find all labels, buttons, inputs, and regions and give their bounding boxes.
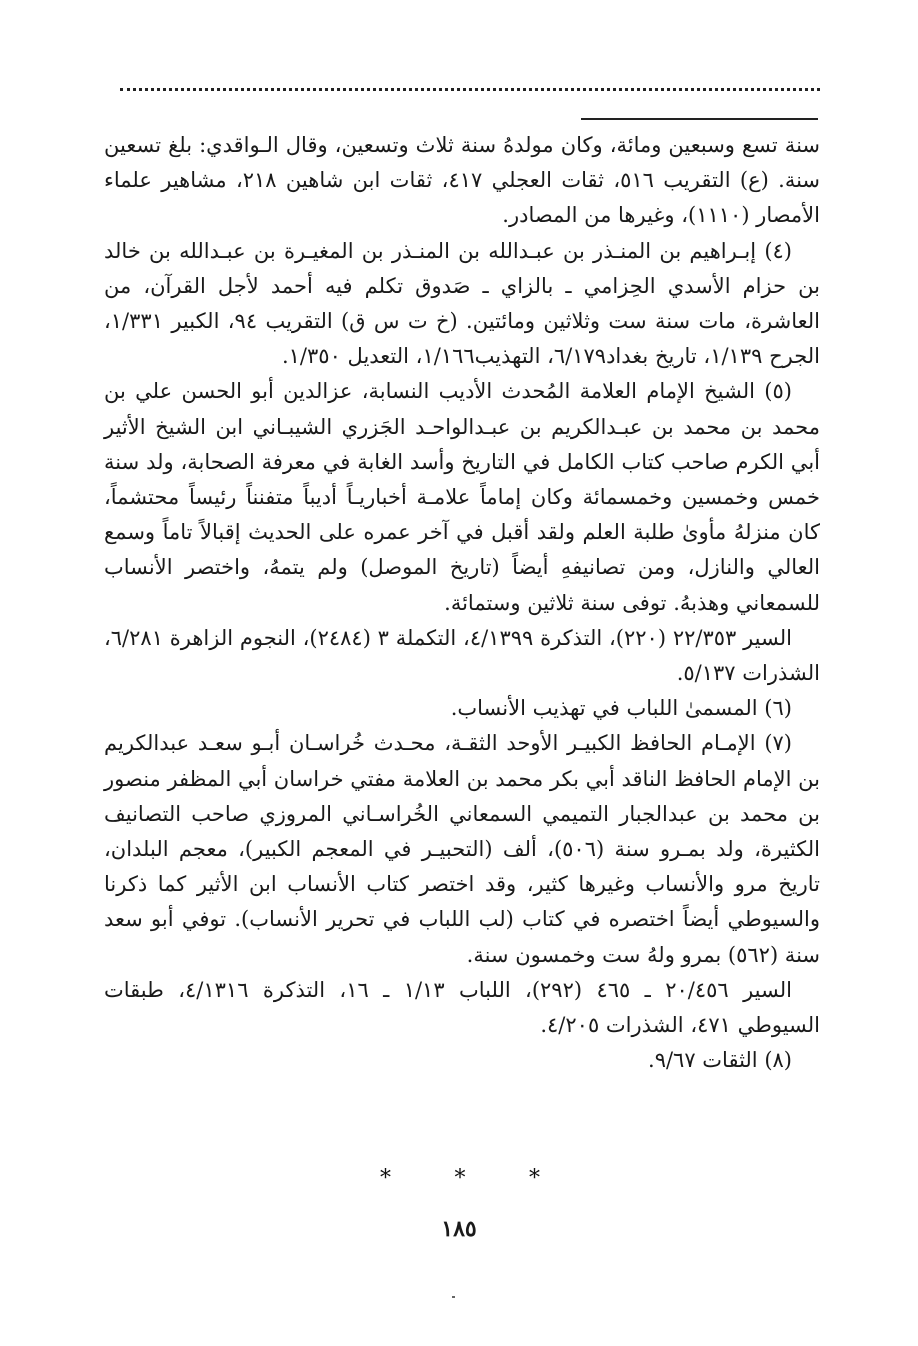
section-end-ornaments [380,1168,540,1190]
dotted-separator [120,88,820,91]
scan-speck [452,1296,455,1298]
asterisk-ornament: * [380,1166,391,1191]
footnotes-block [104,128,820,1078]
footnote-continuation: سنة تسع وسبعين ومائة، وكان مولدهُ سنة ثلاث وتسعين، وقال الـواقدي: بلغ تسعين سنة. (ع) التقريب ٥١٦، ثقات العجلي ٤١٧، ثقات ابن شاهين ٢١٨، مشاهير علماء الأمصار (١١١٠)، وغيرها من المصادر. [104,133,821,228]
footnote-rule [581,118,818,120]
asterisk-ornament: * [529,1166,540,1191]
footnote-4: (٤) إبـراهيم بن المنـذر بن عبـدالله بن المنـذر بن المغيـرة بن عبـدالله بن خالد بن حزام الأسدي الحِزامي ـ بالزاي ـ صَدوق تكلم فيه أحمد لأجل القرآن، من العاشرة، مات سنة ست وثلاثين ومائتين. (خ ت س ق) التقريب ٩٤، الكبير ١/٣٣١، الجرح ١/١٣٩، تاريخ بغداد٦/١٧٩، التهذيب١/١٦٦، التعديل ١/٣٥٠. [104,238,820,369]
footnote-7-sources: السير ٢٠/٤٥٦ ـ ٤٦٥ (٢٩٢)، اللباب ١/١٣ ـ ١٦، التذكرة ٤/١٣١٦، طبقات السيوطي ٤٧١، الشذرات ٤/٢٠٥. [104,977,820,1038]
footnote-6: (٦) المسمىٰ اللباب في تهذيب الأنساب. [450,696,792,721]
footnote-5: (٥) الشيخ الإمام العلامة المُحدث الأديب النسابة، عزالدين أبو الحسن علي بن محمد بن محمد بن عبـدالكريم بن عبـدالواحـد الجَزري الشيبـاني ابن الشيخ الأثير أبي الكرم صاحب كتاب الكامل في التاريخ وأسد الغابة في معرفة الصحابة، ولد سنة خمس وخمسين وخمسمائة وكان إماماً علامـة أخباريـاً أديباً متفنناً رئيساً محتشماً، كان منزلهُ مأوىٰ طلبة العلم ولقد أقبل في آخر عمره على الحديث إقبالاً تاماً وسمع العالي والنازل، ومن تصانيفهِ أيضاً (تاريخ الموصل) ولم يتمهُ، واختصر الأنساب للسمعاني وهذبهُ. توفى سنة ثلاثين وستمائة. [104,379,820,615]
page-number: ١٨٥ [441,1216,477,1242]
footnote-7: (٧) الإمـام الحافظ الكبيـر الأوحد الثقـة، محـدث خُراسـان أبـو سعـد عبدالكريم بن الإمام الحافظ الناقد أبي بكر محمد بن العلامة مفتي خراسان أبي المظفر منصور بن محمد بن عبدالجبار التميمي السمعاني الخُراسـاني المروزي صاحب التصانيف الكثيرة، ولد بمـرو سنة (٥٠٦)، ألف (التحبيـر في المعجم الكبير)، معجم البلدان، تاريخ مرو والأنساب وغيرها كثير، وقد اختصر كتاب الأنساب ابن الأثير كما ذكرنا والسيوطي أيضاً اختصره في كتاب (لب اللباب في تحرير الأنساب). توفي أبو سعد سنة (٥٦٢) بمرو ولهُ ست وخمسون سنة. [104,731,820,967]
asterisk-ornament: * [454,1166,466,1191]
footnote-5-sources: السير ٢٢/٣٥٣ (٢٢٠)، التذكرة ٤/١٣٩٩، التكملة ٣ (٢٤٨٤)، النجوم الزاهرة ٦/٢٨١، الشذرات ٥/١٣٧. [104,625,820,686]
footnote-8: (٨) الثقات ٩/٦٧. [648,1048,792,1073]
